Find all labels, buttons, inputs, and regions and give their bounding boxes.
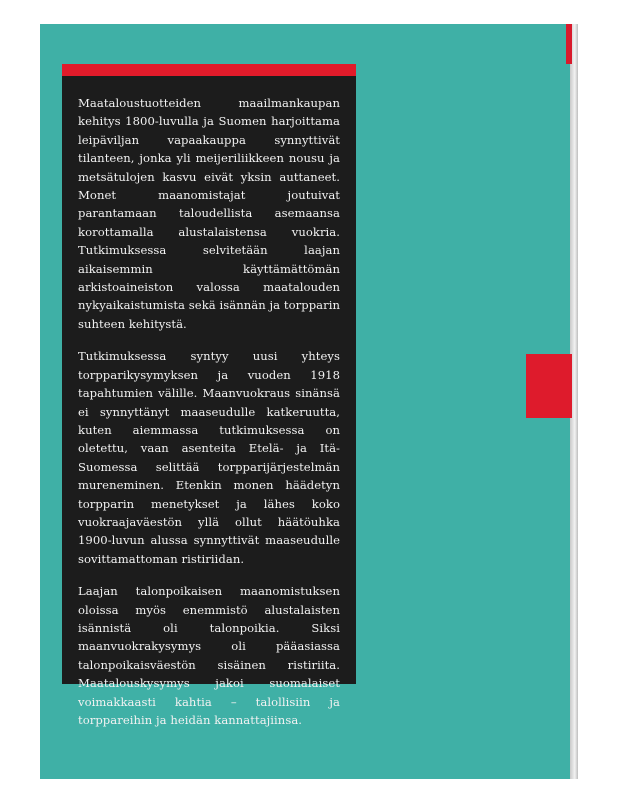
red-accent-bar	[62, 64, 356, 76]
blurb-paragraph-3: Laajan talonpoikaisen maanomistuksen oloissa myös enemmistö alustalaisten isännistä oli talonpoikia. Siksi maanvuokrakysymys oli pääasiassa talonpoikaisväestön sisäinen ristiriita. Maatalouskysymys jakoi suomalaiset voimakkaasti kahtia – talollisiin ja torppareihin ja heidän kannattajiinsa.	[78, 584, 340, 727]
blurb-paragraph-2: Tutkimuksessa syntyy uusi yhteys torpparikysymyksen ja vuoden 1918 tapahtumien välille. Maanvuokraus sinänsä ei synnyttänyt maaseudulle katkeruutta, kuten aiemmassa tutkimuksessa on oletettu, vaan asenteita Etelä- ja Itä-Suomessa selittää torpparijärjestelmän mureneminen. Etenkin monen häädetyn torpparin menetykset ja lähes koko vuokraajaväestön yllä ollut häätöuhka 1900-luvun alussa synnyttivät maaseudulle sovittamattoman ristiriidan.	[78, 349, 340, 566]
blurb-paragraph-1: Maataloustuotteiden maailmankaupan kehitys 1800-luvulla ja Suomen harjoittama leipäviljan vapaakauppa synnyttivät tilanteen, jonka yli meijeriliikkeen nousu ja metsätulojen kasvu eivät yksin auttaneet. Monet maanomistajat joutuivat parantamaan taloudellista asemaansa korottamalla alustalaistensa vuokria. Tutkimuksessa selvitetään laajan aikaisemmin käyttämättömän arkistoaineiston valossa maatalouden nykyaikaistumista sekä isännän ja torpparin suhteen kehitystä.	[78, 96, 340, 331]
red-accent-block	[526, 354, 572, 418]
blurb-panel	[62, 76, 356, 727]
spine-red-accent	[566, 24, 572, 64]
